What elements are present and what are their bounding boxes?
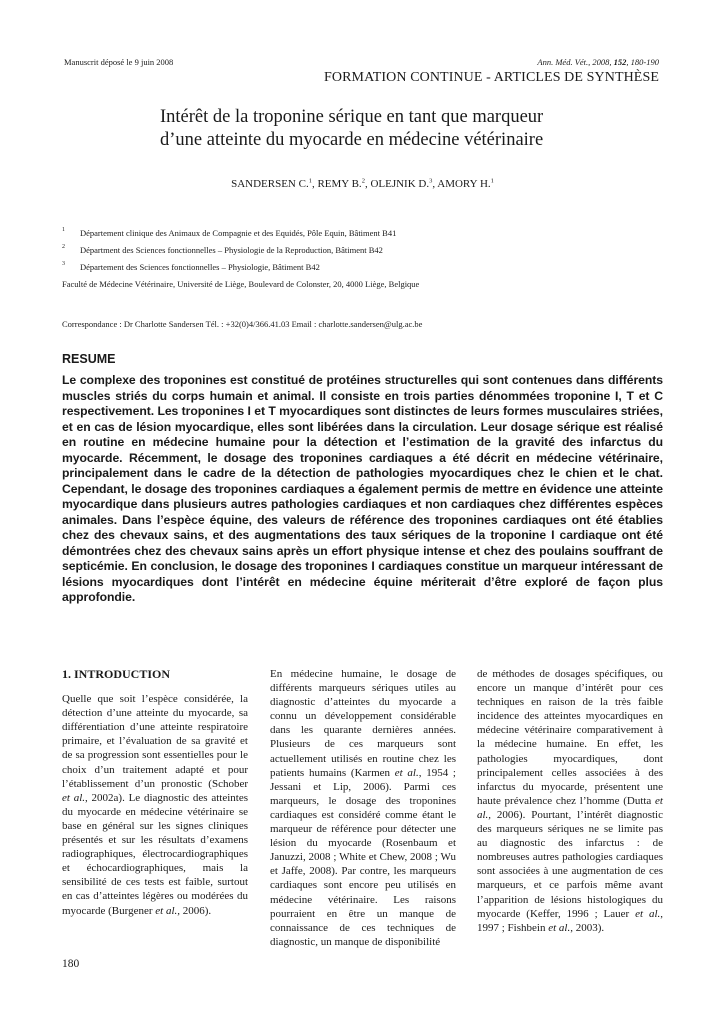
faculty-address: Faculté de Médecine Vétérinaire, Université de Liège, Boulevard de Colonster, 20, 4000 Liège, Belgique — [62, 279, 420, 289]
body-text-run: , 1997 ; Fishbein — [477, 907, 663, 934]
citation-etal: et al., — [155, 904, 181, 917]
correspondence: Correspondance : Dr Charlotte Sandersen Tél. : +32(0)4/366.41.03 Email : charlotte.sandersen@ulg.ac.be — [62, 319, 423, 329]
affiliation-item — [62, 228, 419, 245]
body-column-1 — [62, 667, 248, 918]
author-name: SANDERSEN C. — [231, 178, 309, 190]
body-text-run: de méthodes de dosages spécifiques, ou encore un manque d’intérêt pour ces techniques en raison de la très faible incidence des atteintes myocardiques en médecine vétérinaire comparativement à la médecine humaine. En effet, les pathologies myocardiques, dont principalement celles associées à des infarctus du myocarde, présentent une haute prévalence chez l’homme (Dutta — [477, 668, 663, 807]
author-name: AMORY H. — [437, 178, 491, 190]
manuscript-date: Manuscrit déposé le 9 juin 2008 — [64, 57, 174, 67]
journal-citation — [537, 57, 659, 67]
body-column-2 — [270, 667, 456, 949]
affiliation-text: Département clinique des Animaux de Compagnie et des Equidés, Pôle Equin, Bâtiment B41 — [80, 228, 397, 238]
body-text-run: , 2002a). Le diagnostic des atteintes du myocarde en médecine vétérinaire se base en général sur les signes cliniques présentés et sur les résultats d’examens radiographiques, électrocardiographiques et échocardiographiques, mais la sensibilité de ces tests est faible, surtout en cas d’atteintes légères ou modérées du myocarde (Burgener — [62, 791, 248, 917]
resume-heading: RESUME — [62, 352, 116, 366]
author-list: SANDERSEN C.$^1$, REMY B.$^2$, OLEJNIK D.$^3$, AMORY H.$^1$ — [231, 177, 494, 190]
body-text — [270, 667, 456, 949]
affiliation-number: 2 — [62, 244, 65, 250]
journal-pages: , 180-190 — [626, 57, 659, 67]
author-name: REMY B. — [317, 178, 362, 190]
affiliation-text: Département des Sciences fonctionnelles – Physiologie, Bâtiment B42 — [80, 262, 320, 272]
affiliation-number: 1 — [62, 227, 65, 233]
journal-volume: 152 — [613, 57, 627, 67]
body-text-run: 2006). Pourtant, l’intérêt diagnostic des marqueurs sériques ne se limite pas au diagnostic des infarctus : de nombreuses autres pathologies cardiaques sont associées à une augmentation de ces marqueurs, et ce parfois même avant l’apparition de lésions histologiques du myocarde (Keffer, 1996 ; Lauer — [477, 808, 663, 920]
body-text-run: , 1954 ; Jessani et Lip, 2006). Parmi ces marqueurs, le dosage des troponines cardiaques est considéré comme étant le marqueur de référence pour détecter une lésion du myocarde (Rosenbaum et Januzzi, 2008 ; White et Chew, 2008 ; Wu et Jaffe, 2008). Par contre, les marqueurs cardiaques sont encore peu utilisés en médecine vétérinaire. Les raisons pourraient en être un manque de connaissance de ces techniques de diagnostic, un manque de disponibilité — [270, 766, 456, 948]
body-text-run: En médecine humaine, le dosage de différents marqueurs sériques utiles au diagnostic d’atteintes du myocarde a connu un développement considérable dans les quarante dernières années. Plusieurs de ces marqueurs sont actuellement utilisés en routine chez les patients humains (Karmen — [270, 668, 456, 779]
body-column-3 — [477, 667, 663, 935]
affiliation-item — [62, 262, 419, 279]
author-affiliation-number: 2 — [361, 177, 365, 185]
body-text — [62, 692, 248, 918]
citation-etal: et al. — [62, 791, 86, 804]
resume-abstract: Le complexe des troponines est constitué de protéines structurelles qui sont contenues dans différents muscles striés du corps humain et animal. Il consiste en trois parties dénommées troponine I, T et C respectivement. Les troponines I et T myocardiques sont distinctes de leurs formes musculaires striées, et en cas de lésion myocardique, elles sont libérées dans la circulation. Leur dosage sérique est réalisé en routine en médecine humaine pour la détection et l’estimation de la gravité des infarctus du myocarde. Récemment, le dosage des troponines cardiaques a été décrit en médecine vétérinaire, principalement dans le cadre de la détection de pathologies myocardiques chez le chien et le chat. Cependant, le dosage des troponines cardiaques a également permis de mettre en évidence une atteinte myocardique dans plusieurs autres pathologies cardiaques et non cardiaques chez différentes espèces animales. Dans l’espèce équine, des valeurs de référence des troponines cardiaques ont été établies chez des chevaux sains, et des augmentations des taux sériques de la troponine I cardiaque ont été démontrées chez des chevaux sains après un effort physique intense et chez des poulains souffrant de septicémie. En conclusion, le dosage des troponines I cardiaques constitue un marqueur intéressant de lésions myocardiques dont l’intérêt en médecine équine mériterait d’être exploré de façon plus approfondie. — [62, 373, 663, 604]
article-title — [160, 106, 600, 152]
author-affiliation-number: 1 — [490, 177, 494, 185]
page-number: 180 — [62, 958, 80, 970]
introduction-heading: 1. INTRODUCTION — [62, 667, 171, 681]
journal-name: Ann. Méd. Vét., 2008, — [537, 57, 612, 67]
author-name: OLEJNIK D. — [370, 178, 430, 190]
body-text-run: , 2003). — [570, 921, 605, 934]
affiliation-number: 3 — [62, 261, 65, 267]
body-text-run: 2006). — [180, 904, 212, 917]
affiliations — [62, 228, 419, 295]
affiliation-text: Départment des Sciences fonctionnelles – Physiologie de la Reproduction, Bâtiment B42 — [80, 245, 383, 255]
citation-etal: et al. — [394, 766, 419, 779]
article-title-line-2: d’une atteinte du myocarde en médecine vétérinaire — [160, 130, 544, 150]
body-text-run: Quelle que soit l’espèce considérée, la détection d’une atteinte du myocarde, sa différentiation d’une atteinte respiratoire primaire, et l’évaluation de sa gravité et de sa progression sont essentielles pour le choix d’un traitement adapté et pour l’établissement d’un pronostic (Schober — [62, 693, 248, 790]
body-text — [477, 667, 663, 935]
section-heading: FORMATION CONTINUE - ARTICLES DE SYNTHÈSE — [324, 70, 659, 85]
article-title-line-1: Intérêt de la troponine sérique en tant que marqueur — [160, 107, 544, 127]
citation-etal: et al. — [635, 907, 661, 920]
affiliation-item — [62, 245, 419, 262]
citation-etal: et al. — [548, 921, 571, 934]
author-affiliation-number: 1 — [308, 177, 312, 185]
citation-etal: et al., — [477, 794, 663, 821]
author-affiliation-number: 3 — [429, 177, 433, 185]
